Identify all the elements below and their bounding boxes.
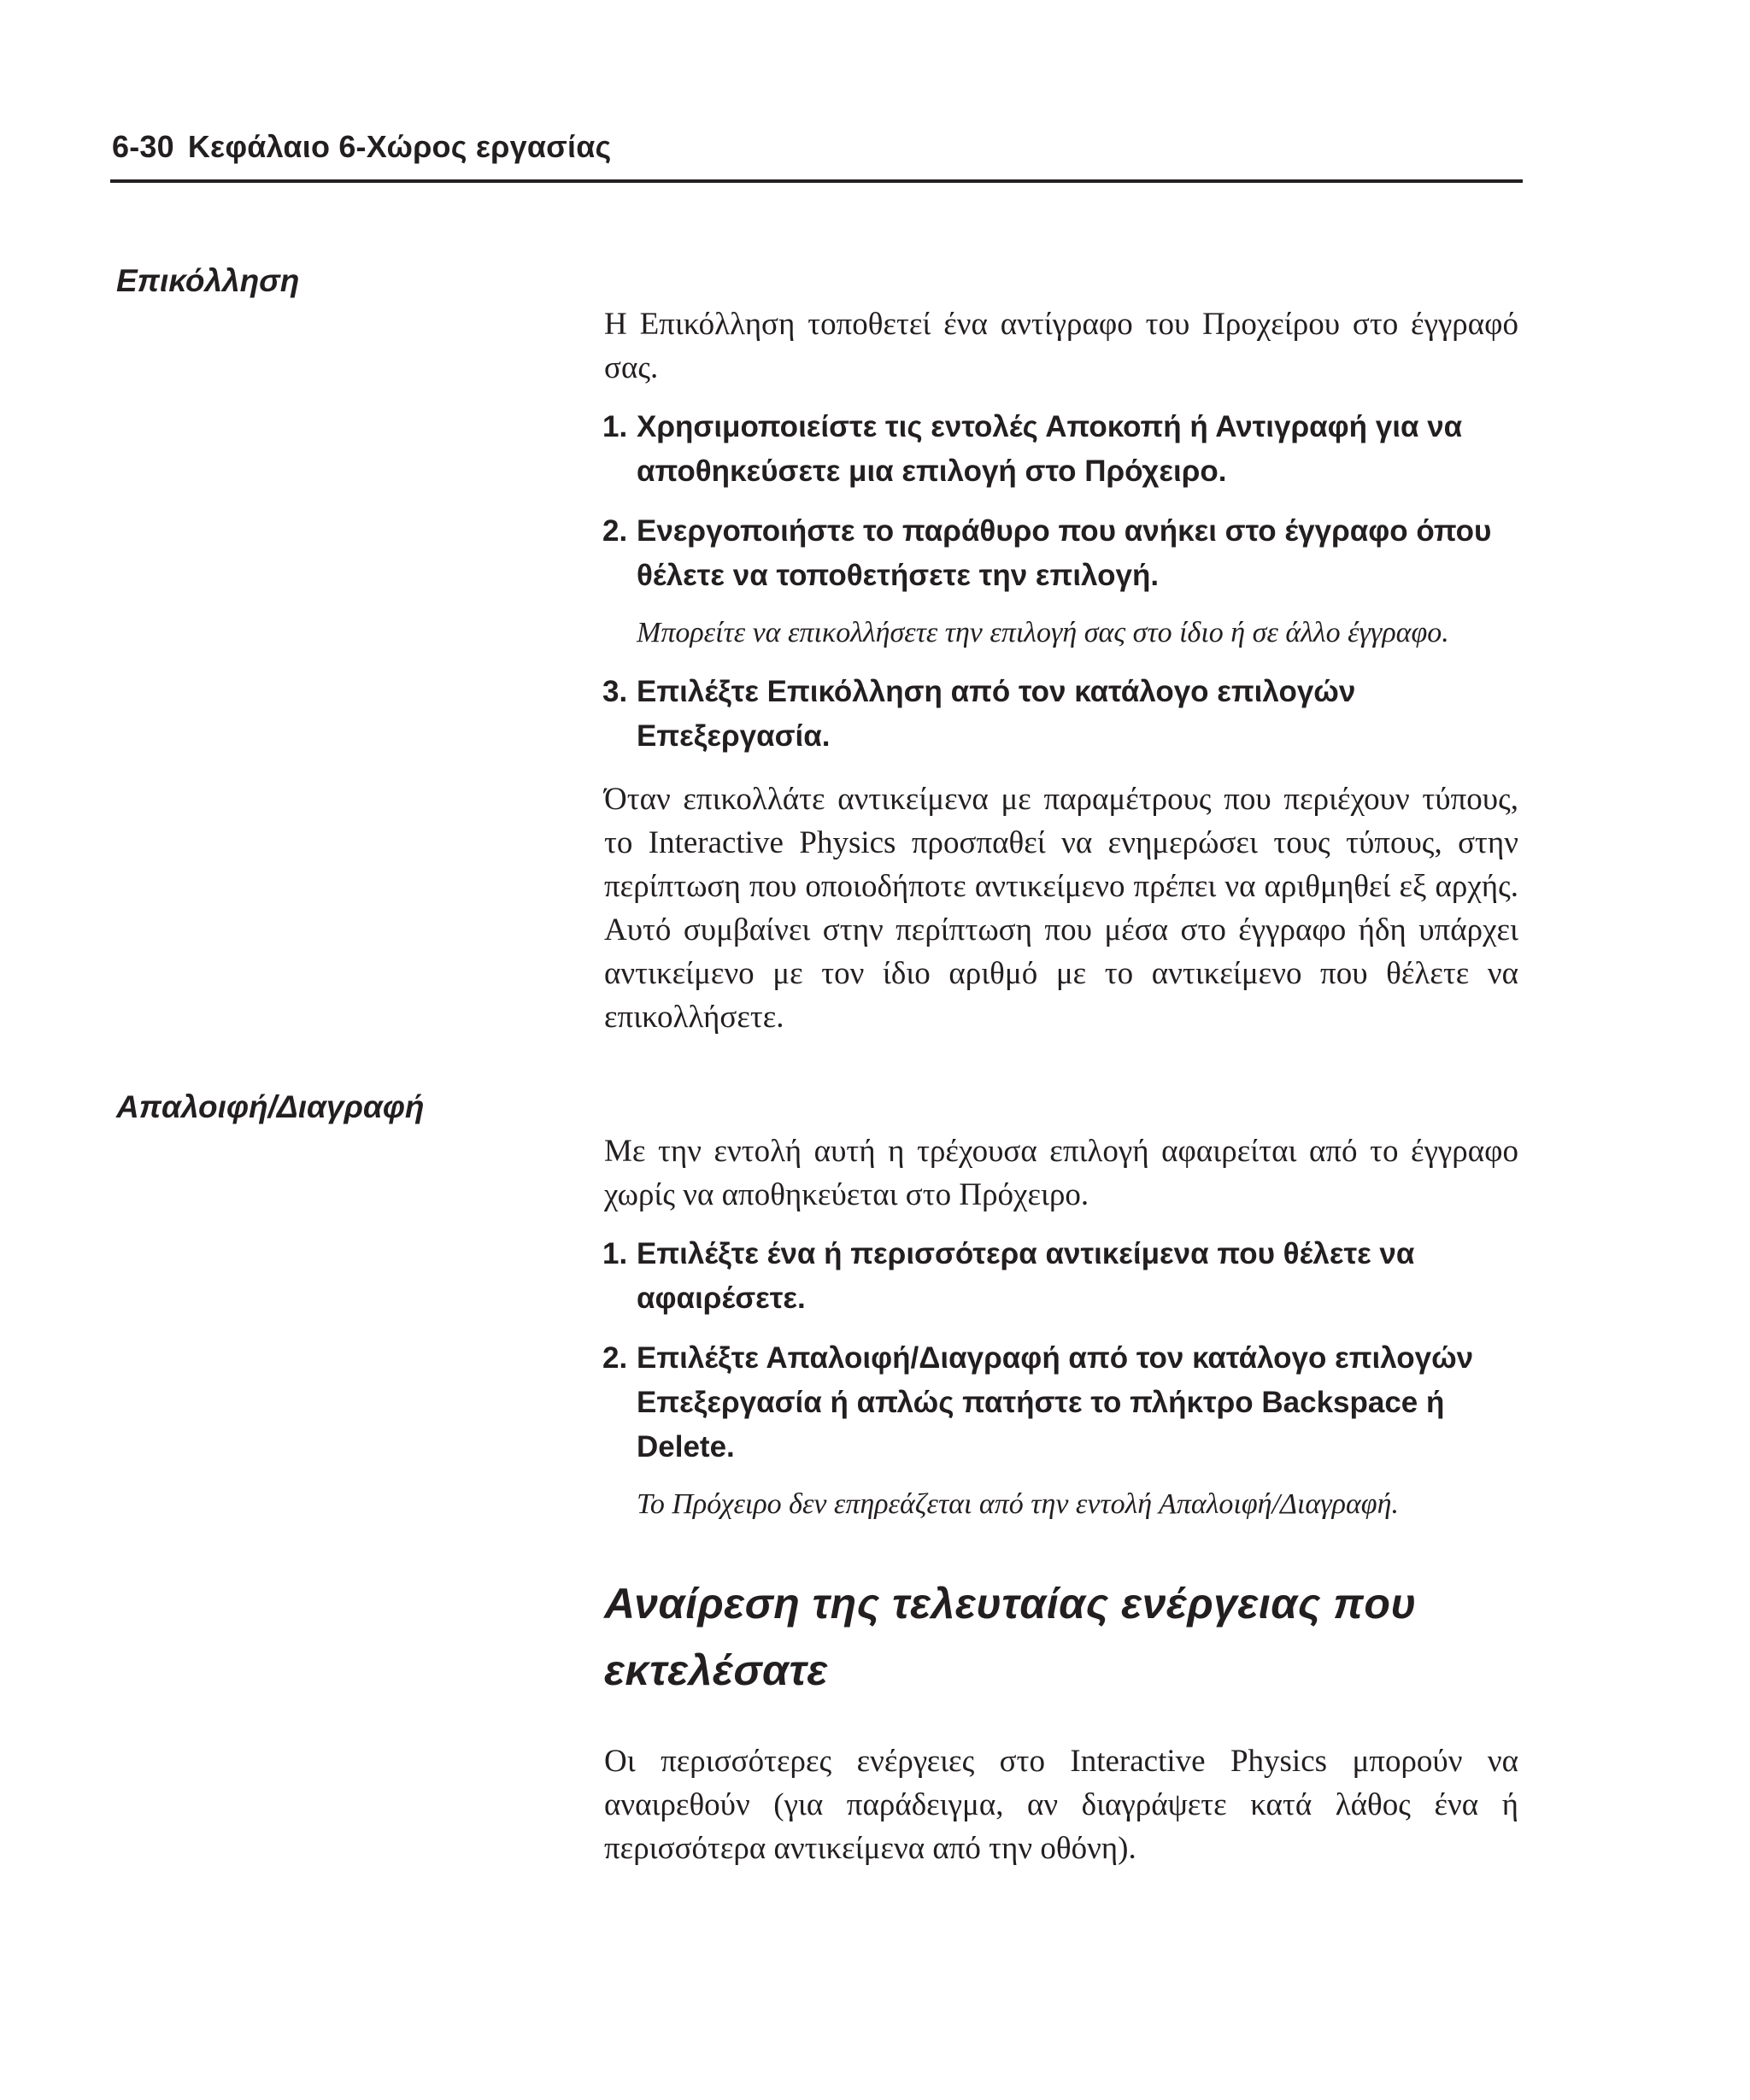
clear-heading: Απαλοιφή/Διαγραφή [116,1089,425,1124]
clear-steps [604,1232,1518,1469]
header-rule [110,179,1523,183]
clear-step-1 [604,1232,1518,1321]
clear-note: Το Πρόχειρο δεν επηρεάζεται από την εντολή Απαλοιφή/Διαγραφή. [637,1488,1399,1520]
undo-section [604,1739,1518,1870]
paste-heading: Επικόλληση [116,263,300,298]
paste-note: Μπορείτε να επικολλήσετε την επιλογή σας στο ίδιο ή σε άλλο έγγραφο. [637,617,1449,648]
step-text: Επιλέξτε ένα ή περισσότερα αντικείμενα που θέλετε να αφαιρέσετε. [637,1237,1415,1315]
paste-steps-continued [604,670,1518,759]
step-number: 1. [602,410,628,443]
paste-steps [604,405,1518,598]
step-text: Επιλέξτε Απαλοιφή/Διαγραφή από τον κατάλογο επιλογών Επεξεργασία ή απλώς πατήστε το πλήκτρο Backspace ή Delete. [637,1341,1474,1464]
paste-step-1 [604,405,1518,494]
step-text: Επιλέξτε Επικόλληση από τον κατάλογο επιλογών Επεξεργασία. [637,675,1356,753]
clear-intro: Με την εντολή αυτή η τρέχουσα επιλογή αφαιρείται από το έγγραφο χωρίς να αποθηκεύεται στο Πρόχειρο. [604,1134,1518,1212]
step-number: 2. [602,1341,628,1375]
paste-section [604,302,1518,1039]
step-number: 3. [602,675,628,708]
undo-section-title: Αναίρεση της τελευταίας ενέργειας που εκτελέσατε [604,1580,1417,1694]
paste-step-2 [604,509,1518,598]
step-text: Ενεργοποιήστε το παράθυρο που ανήκει στο έγγραφο όπου θέλετε να τοποθετήσετε την επιλογή. [637,514,1492,592]
step-text: Χρησιμοποιείστε τις εντολές Αποκοπή ή Αντιγραφή για να αποθηκεύσετε μια επιλογή στο Πρόχειρο. [637,410,1463,488]
undo-paragraph: Οι περισσότερες ενέργειες στο Interactive Physics μπορούν να αναιρεθούν (για παράδειγμα, αν διαγράψετε κατά λάθος ένα ή περισσότερα αντικείμενα από την οθόνη). [604,1744,1518,1866]
clear-section [604,1129,1518,1526]
step-number: 2. [602,514,628,548]
clear-step-2 [604,1336,1518,1469]
page-number: 6-30 [112,129,174,164]
running-header [112,126,611,167]
chapter-title: Κεφάλαιο 6-Χώρος εργασίας [187,129,612,164]
paste-paragraph: Όταν επικολλάτε αντικείμενα με παραμέτρους που περιέχουν τύπους, το Interactive Physics προσπαθεί να ενημερώσει τους τύπους, στην περίπτωση που οποιοδήποτε αντικείμενο πρέπει να αριθμηθεί εξ αρχής. Αυτό συμβαίνει στην περίπτωση που μέσα στο έγγραφο ήδη υπάρχει αντικείμενο με τον ίδιο αριθμό με το αντικείμενο που θέλετε να επικολλήσετε. [604,782,1518,1035]
step-number: 1. [602,1237,628,1270]
paste-intro: Η Επικόλληση τοποθετεί ένα αντίγραφο του Προχείρου στο έγγραφό σας. [604,307,1518,385]
paste-step-3 [604,670,1518,759]
